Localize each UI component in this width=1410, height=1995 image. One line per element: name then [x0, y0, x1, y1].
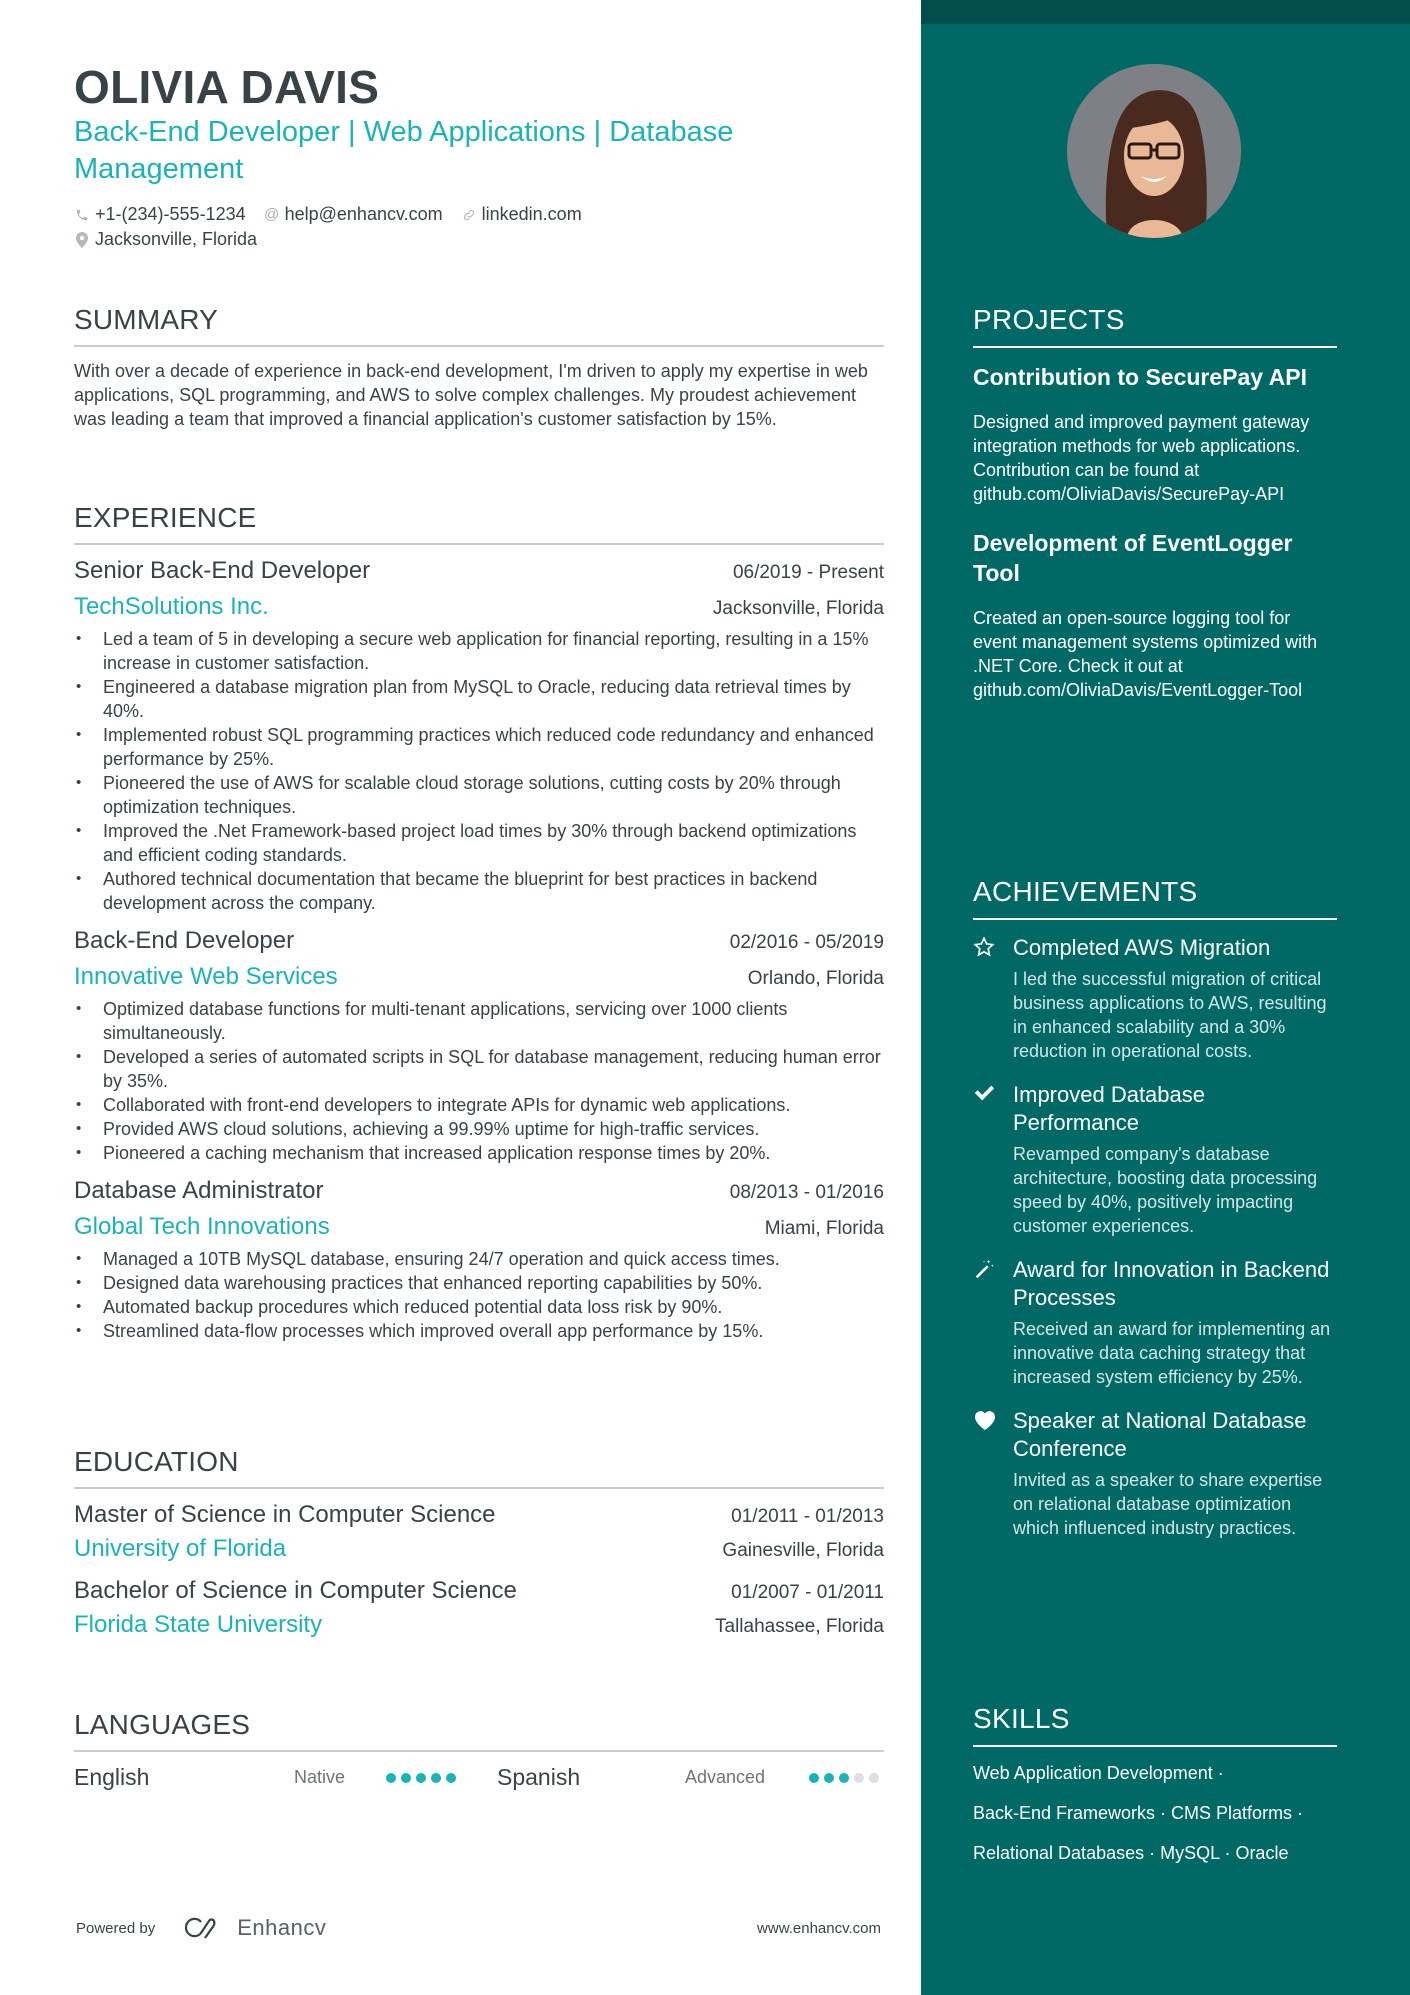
phone-icon [74, 208, 90, 222]
section-title: EXPERIENCE [74, 502, 884, 545]
edu-dates: 01/2007 - 01/2011 [731, 1582, 884, 1603]
avatar [1067, 64, 1241, 238]
bullet: • Optimized database functions for multi-tenant applications, servicing over 1000 clients simultaneously. [74, 997, 884, 1045]
skill-line: Web Application Development · [973, 1763, 1224, 1783]
project-entry [973, 528, 1337, 702]
achievement-description: Invited as a speaker to share expertise on relational database optimization which influenced industry practices. [1013, 1470, 1323, 1538]
job-dates: 02/2016 - 05/2019 [729, 932, 884, 953]
edu-dates: 01/2011 - 01/2013 [731, 1506, 884, 1527]
degree: Bachelor of Science in Computer Science [74, 1577, 517, 1604]
achievement-description: I led the successful migration of critical business applications to AWS, resulting in enhanced scalability and a 30% reduction in operational costs. [1013, 969, 1327, 1061]
job-title: Back-End Developer [74, 927, 295, 954]
summary-section [74, 304, 884, 431]
education-entry [74, 1577, 884, 1639]
education-section [74, 1446, 884, 1653]
job-entry [74, 1177, 884, 1343]
achievement-title: Improved Database Performance [1013, 1082, 1205, 1135]
location-text: Jacksonville, Florida [95, 229, 258, 249]
magic-wand-icon [973, 1256, 1013, 1389]
section-title: PROJECTS [973, 304, 1337, 348]
link-icon [461, 208, 477, 222]
footer [76, 1915, 881, 1941]
dot-filled [839, 1773, 849, 1783]
enhancv-logo[interactable] [181, 1915, 326, 1941]
candidate-headline: Back-End Developer | Web Applications | Database Management [74, 116, 734, 185]
edu-location: Tallahassee, Florida [715, 1616, 884, 1637]
achievement-description: Revamped company's database architecture, boosting data processing speed by 40%, positively impacting customer experiences. [1013, 1144, 1318, 1236]
dot-filled [431, 1773, 441, 1783]
achievement-description: Received an award for implementing an innovative data caching strategy that increased system efficiency by 25%. [1013, 1319, 1331, 1387]
achievement-entry [973, 1407, 1337, 1540]
achievement-title: Speaker at National Database Conference [1013, 1408, 1307, 1461]
bullet: • Developed a series of automated scripts in SQL for database management, reducing human error by 35%. [74, 1045, 884, 1093]
degree: Master of Science in Computer Science [74, 1501, 496, 1528]
project-title: Contribution to SecurePay API [973, 364, 1307, 390]
bullet: • Pioneered the use of AWS for scalable cloud storage solutions, cutting costs by 20% through optimization techniques. [74, 771, 884, 819]
bullet: • Managed a 10TB MySQL database, ensuring 24/7 operation and quick access times. [74, 1247, 884, 1271]
bullet: • Pioneered a caching mechanism that increased application response times by 20%. [74, 1141, 884, 1165]
language-level: Native [294, 1767, 346, 1787]
proficiency-dots [809, 1773, 879, 1783]
enhancv-logo-icon [181, 1916, 227, 1940]
job-location: Orlando, Florida [747, 968, 884, 989]
edu-location: Gainesville, Florida [722, 1540, 884, 1561]
job-entry [74, 557, 884, 915]
powered-by-label: Powered by [76, 1919, 156, 1937]
dot-empty [869, 1773, 879, 1783]
section-title: SUMMARY [74, 304, 884, 347]
skill-line: Back-End Frameworks · CMS Platforms · [973, 1803, 1304, 1823]
contact-phone[interactable] [74, 202, 246, 227]
job-company: Global Tech Innovations [74, 1213, 330, 1240]
contact-info [74, 202, 874, 252]
heart-icon [973, 1407, 1013, 1540]
school: Florida State University [74, 1611, 323, 1638]
bullet: • Improved the .Net Framework-based project load times by 30% through backend optimizations and efficient coding standards. [74, 819, 884, 867]
bullet: • Designed data warehousing practices that enhanced reporting capabilities by 50%. [74, 1271, 884, 1295]
bullet: • Engineered a database migration plan from MySQL to Oracle, reducing data retrieval times by 40%. [74, 675, 884, 723]
bullet: • Automated backup procedures which reduced potential data loss risk by 90%. [74, 1295, 884, 1319]
project-title: Development of EventLogger Tool [973, 530, 1293, 586]
contact-link[interactable] [461, 202, 582, 227]
contact-location [74, 227, 257, 252]
location-pin-icon [74, 232, 90, 248]
section-title: SKILLS [973, 1703, 1337, 1747]
school: University of Florida [74, 1535, 287, 1562]
project-description: Designed and improved payment gateway integration methods for web applications. Contribution can be found at github.com/OliviaDavis/SecurePay-API [973, 412, 1310, 504]
dot-filled [401, 1773, 411, 1783]
bullet: • Collaborated with front-end developers to integrate APIs for dynamic web applications. [74, 1093, 884, 1117]
proficiency-dots [386, 1773, 497, 1783]
job-dates: 08/2013 - 01/2016 [729, 1182, 884, 1203]
project-description: Created an open-source logging tool for event management systems optimized with .NET Core. Check it out at github.com/OliviaDavis/EventLogger-Tool [973, 608, 1318, 700]
sidebar-top-band [921, 0, 1410, 24]
at-icon: @ [263, 206, 280, 223]
candidate-name: OLIVIA DAVIS [74, 61, 380, 113]
bullet: • Implemented robust SQL programming practices which reduced code redundancy and enhanced performance by 25%. [74, 723, 884, 771]
achievement-entry [973, 1081, 1337, 1238]
job-bullets [74, 997, 884, 1165]
job-location: Jacksonville, Florida [712, 598, 884, 619]
contact-email[interactable] [264, 202, 443, 227]
project-entry [973, 362, 1337, 506]
bullet: • Streamlined data-flow processes which improved overall app performance by 15%. [74, 1319, 884, 1343]
languages-row [74, 1764, 884, 1791]
education-entry [74, 1501, 884, 1563]
summary-text: With over a decade of experience in back-end development, I'm driven to apply my expertise in web applications, SQL programming, and AWS to solve complex challenges. My proudest achievement was leading a team that improved a financial application's customer satisfaction by 15%. [74, 361, 868, 429]
powered-by [76, 1915, 326, 1941]
footer-url[interactable]: www.enhancv.com [757, 1919, 881, 1937]
checkmark-icon [973, 1081, 1013, 1238]
dot-filled [446, 1773, 456, 1783]
section-title: ACHIEVEMENTS [973, 876, 1337, 920]
job-bullets [74, 1247, 884, 1343]
job-company: TechSolutions Inc. [74, 593, 269, 620]
dot-filled [824, 1773, 834, 1783]
job-company: Innovative Web Services [74, 963, 338, 990]
job-title: Database Administrator [74, 1177, 324, 1204]
dot-empty [854, 1773, 864, 1783]
dot-filled [416, 1773, 426, 1783]
language-name: English [74, 1764, 150, 1790]
achievement-entry [973, 1256, 1337, 1389]
projects-section [973, 304, 1337, 724]
job-title: Senior Back-End Developer [74, 557, 371, 584]
languages-section [74, 1709, 884, 1791]
dot-filled [386, 1773, 396, 1783]
language-name: Spanish [497, 1764, 581, 1790]
achievements-section [973, 876, 1337, 1558]
job-dates: 06/2019 - Present [732, 562, 884, 583]
achievement-title: Completed AWS Migration [1013, 935, 1271, 960]
bullet: • Authored technical documentation that became the blueprint for best practices in backend development across the company. [74, 867, 884, 915]
language-level: Advanced [685, 1767, 766, 1787]
job-location: Miami, Florida [764, 1218, 884, 1239]
achievement-title: Award for Innovation in Backend Processes [1013, 1257, 1330, 1310]
achievement-entry [973, 934, 1337, 1063]
skill-line: Relational Databases · MySQL · Oracle [973, 1843, 1289, 1863]
section-title: EDUCATION [74, 1446, 884, 1489]
job-bullets [74, 627, 884, 915]
bullet: • Provided AWS cloud solutions, achieving a 99.99% uptime for high-traffic services. [74, 1117, 884, 1141]
link-text: linkedin.com [481, 204, 582, 224]
job-entry [74, 927, 884, 1165]
email-text: help@enhancv.com [284, 204, 443, 224]
experience-section [74, 502, 884, 1355]
dot-filled [809, 1773, 819, 1783]
brand-name: Enhancv [237, 1915, 327, 1940]
skills-section [973, 1703, 1337, 1881]
section-title: LANGUAGES [74, 1709, 884, 1752]
star-icon [973, 934, 1013, 1063]
phone-text: +1-(234)-555-1234 [95, 204, 246, 224]
bullet: • Led a team of 5 in developing a secure web application for financial reporting, resulting in a 15% increase in customer satisfaction. [74, 627, 884, 675]
